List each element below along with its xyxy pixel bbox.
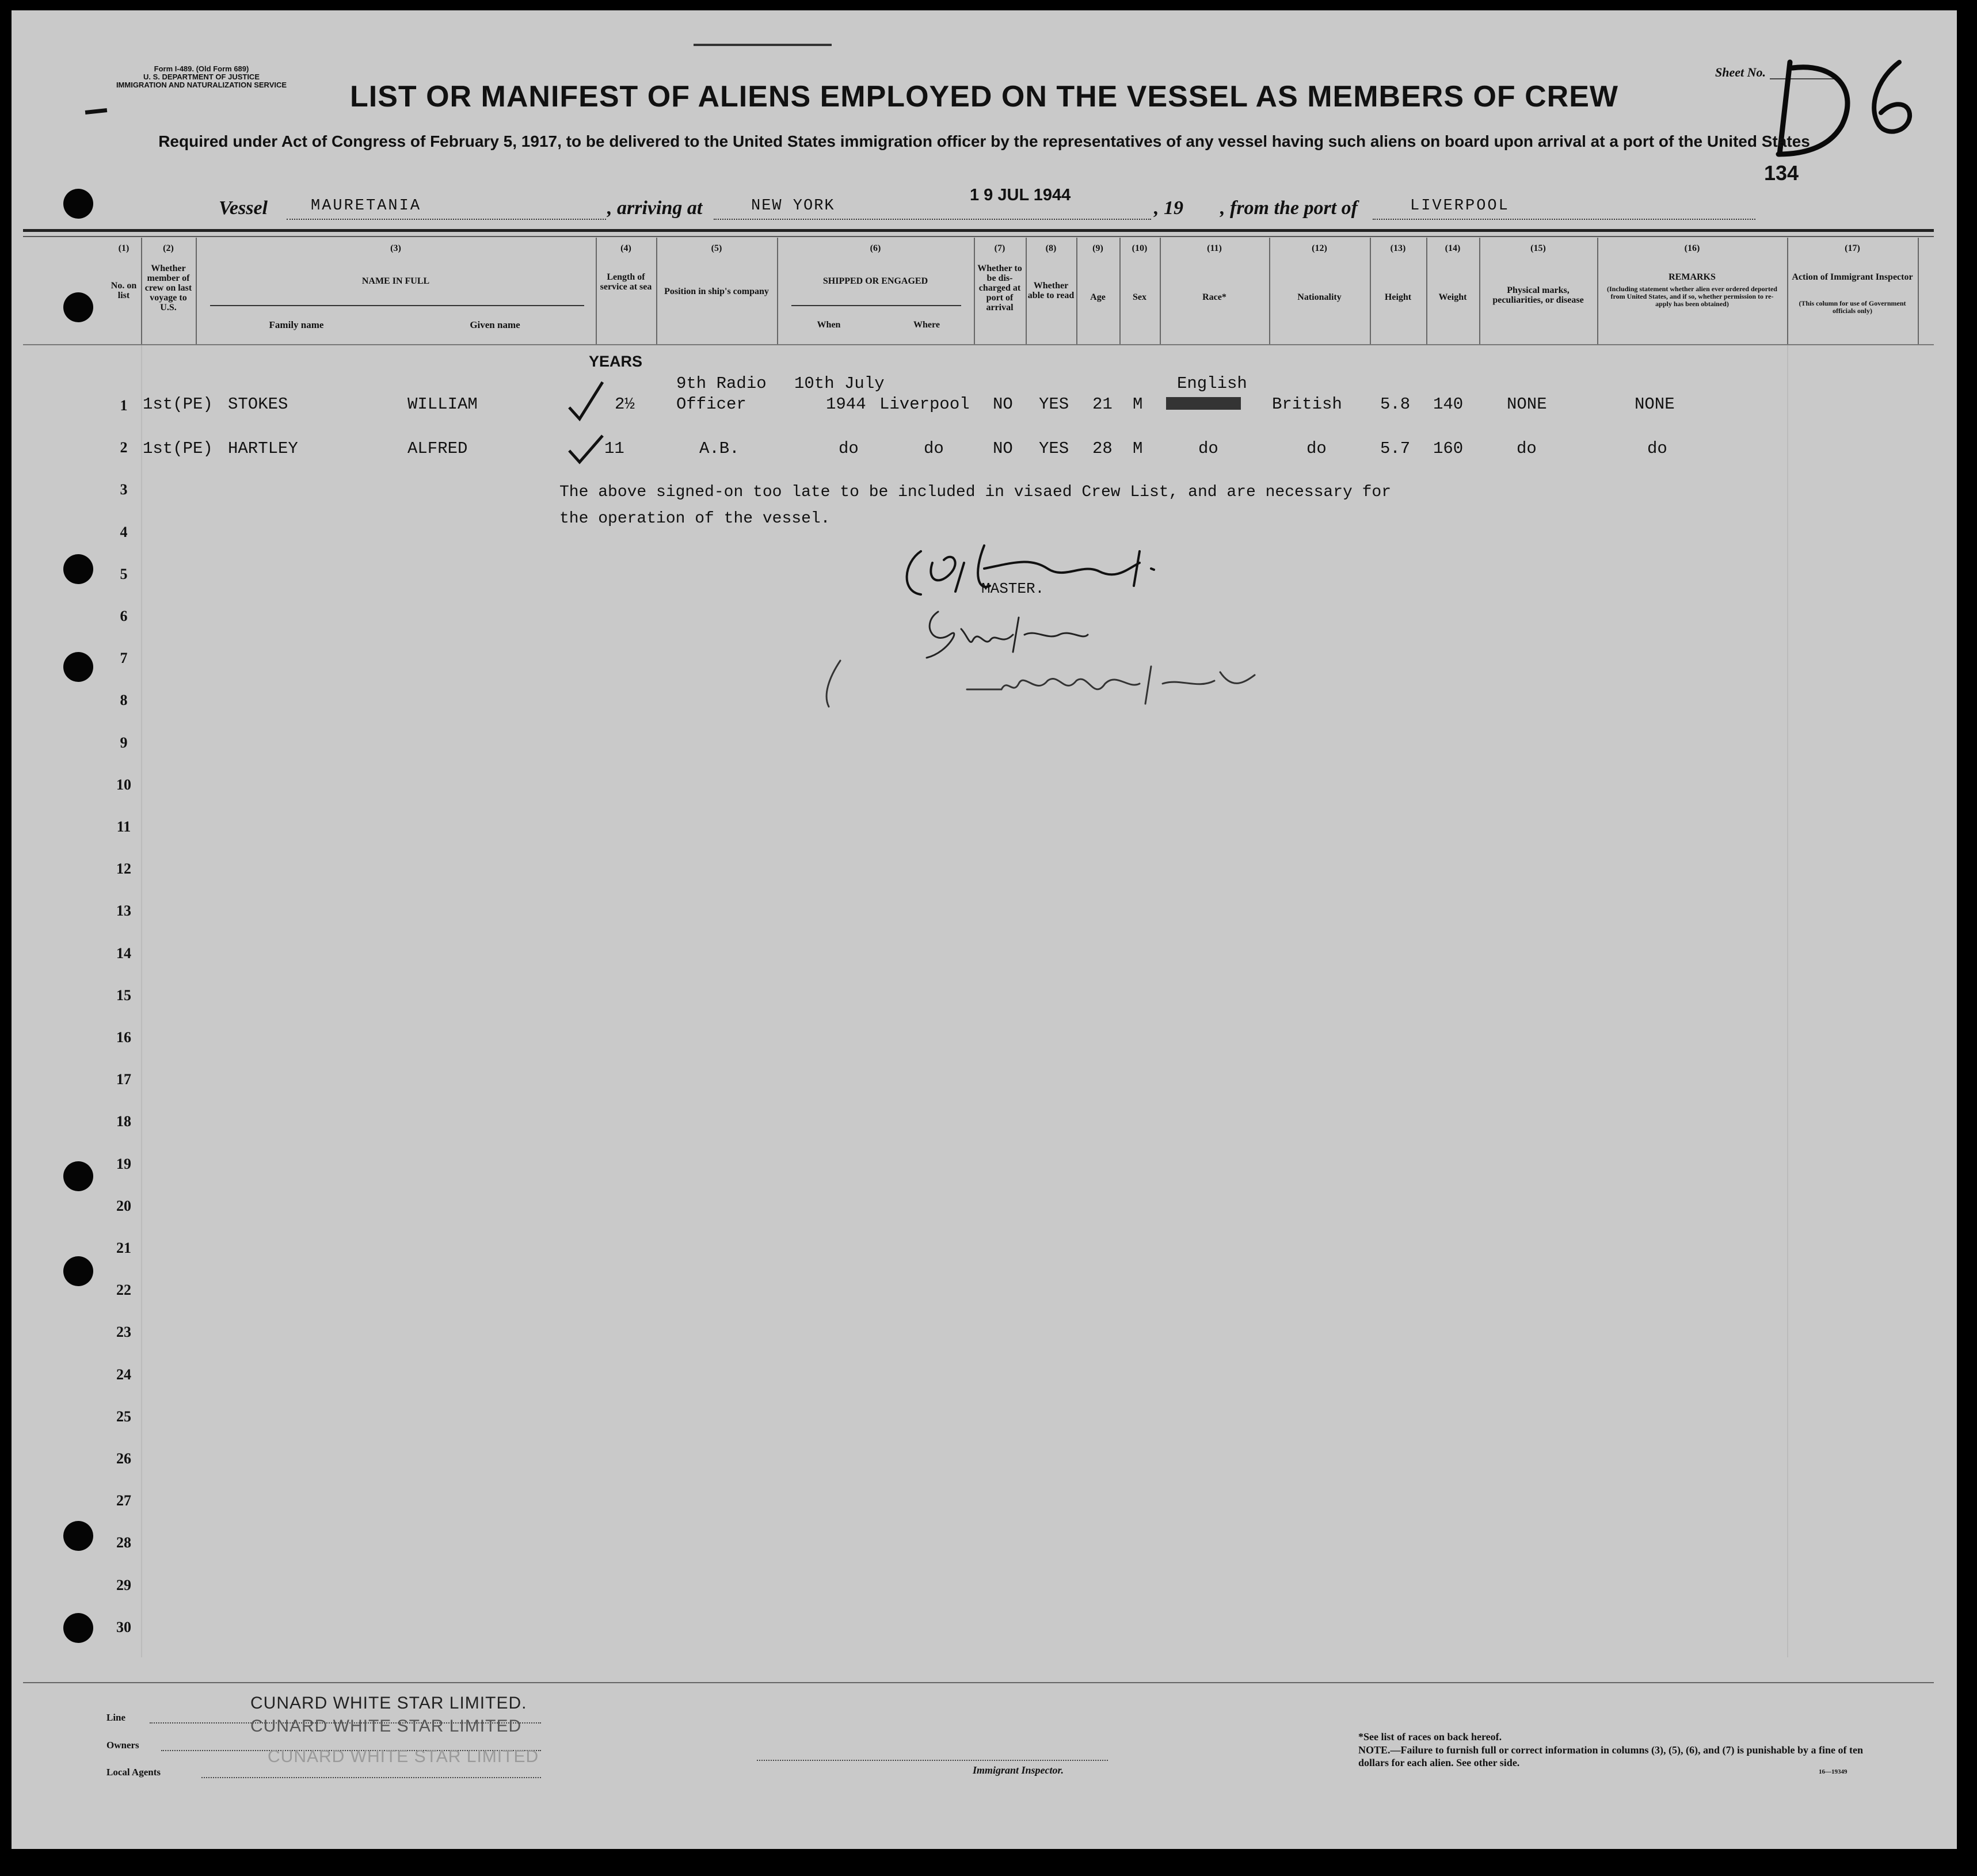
- col-number: (14): [1445, 243, 1461, 253]
- cell-weight: 160: [1433, 439, 1464, 458]
- col-number: (17): [1845, 243, 1860, 253]
- page-number: 134: [1764, 161, 1799, 185]
- row-number: 21: [116, 1240, 131, 1256]
- cell-length-of-service: 11: [604, 439, 624, 458]
- body-separator: [1787, 345, 1788, 1657]
- checkmark-icon: [567, 433, 607, 465]
- col-number: (9): [1092, 243, 1103, 253]
- agents-stamp: CUNARD WHITE STAR LIMITED: [268, 1747, 539, 1766]
- cell-height: 5.8: [1380, 395, 1411, 414]
- punch-hole: [63, 652, 93, 682]
- cell-sex: M: [1133, 395, 1143, 414]
- row-number: 7: [120, 650, 128, 667]
- col-number: (8): [1045, 243, 1057, 253]
- race-footnote: *See list of races on back hereof.: [1358, 1731, 1502, 1742]
- row-number: 1: [120, 397, 128, 414]
- cell-race: English: [1177, 374, 1247, 393]
- row-number: 28: [116, 1534, 131, 1551]
- row-number: 22: [116, 1282, 131, 1299]
- col-number: (11): [1207, 243, 1222, 253]
- punch-hole: [63, 554, 93, 584]
- cell-weight: 140: [1433, 395, 1464, 414]
- cell-physical-marks: NONE: [1507, 395, 1547, 414]
- arrival-port: NEW YORK: [751, 197, 835, 215]
- from-port-line: [1373, 219, 1755, 220]
- line-stamp: CUNARD WHITE STAR LIMITED.: [250, 1694, 527, 1713]
- row-number: 3: [120, 481, 128, 498]
- struck-out-text: [1166, 397, 1241, 410]
- col-subheader-when: When: [817, 320, 841, 330]
- arriving-at-label: , arriving at: [607, 197, 703, 219]
- col-number: (15): [1530, 243, 1546, 253]
- col-header-age: Age: [1090, 292, 1106, 302]
- line-label: Line: [106, 1712, 126, 1723]
- cell-nationality: British: [1272, 395, 1342, 414]
- header-bottom-rule: [23, 344, 1934, 345]
- col-number: (2): [163, 243, 174, 253]
- year-label: , 19: [1154, 197, 1183, 219]
- col-header-height: Height: [1384, 292, 1412, 302]
- row-number: 13: [116, 902, 131, 920]
- col-number: (4): [620, 243, 631, 253]
- cell-remarks: do: [1647, 439, 1667, 458]
- punch-hole: [63, 1613, 93, 1643]
- col-header-able-to-read: Whether able to read: [1027, 281, 1075, 300]
- owners-stamp: CUNARD WHITE STAR LIMITED: [250, 1717, 522, 1736]
- col-header-position: Position in ship's company: [664, 287, 769, 296]
- department-name: U. S. DEPARTMENT OF JUSTICE: [143, 73, 260, 81]
- cell-given-name: WILLIAM: [407, 395, 478, 414]
- cell-race: do: [1198, 439, 1218, 458]
- owners-label: Owners: [106, 1740, 139, 1751]
- master-label: MASTER.: [981, 580, 1045, 597]
- row-number: 16: [116, 1029, 131, 1046]
- col-header-weight: Weight: [1438, 292, 1467, 302]
- col-subheader-family-name: Family name: [269, 319, 324, 330]
- typed-note-line2: the operation of the vessel.: [559, 510, 831, 528]
- form-number: Form I-489. (Old Form 689): [154, 64, 249, 73]
- inspector-field-line: [757, 1760, 1108, 1761]
- row-number: 15: [116, 986, 131, 1004]
- col-number: (3): [390, 243, 401, 253]
- row-number: 12: [116, 860, 131, 878]
- cell-length-of-service: 2½: [615, 395, 635, 414]
- col-header-nationality: Nationality: [1297, 292, 1342, 302]
- cell-discharged: NO: [993, 439, 1013, 458]
- service-name: IMMIGRATION AND NATURALIZATION SERVICE: [116, 81, 287, 89]
- col-number: (10): [1132, 243, 1148, 253]
- col-header-race: Race*: [1202, 292, 1226, 302]
- row-number: 19: [116, 1155, 131, 1172]
- col-header-physical-marks: Physical marks, peculiarities, or disease: [1492, 285, 1584, 305]
- cell-sex: M: [1133, 439, 1143, 458]
- immigrant-inspector-signature: [817, 649, 1266, 712]
- row-number: 26: [116, 1450, 131, 1467]
- col-number: (16): [1684, 243, 1700, 253]
- cell-family-name: HARTLEY: [228, 439, 298, 458]
- cell-position-line2: Officer: [676, 395, 746, 414]
- cell-position: A.B.: [699, 439, 740, 458]
- row-number: 20: [116, 1197, 131, 1214]
- cell-position-line1: 9th Radio: [676, 374, 767, 393]
- col-header-no-on-list: No. on list: [111, 281, 137, 300]
- col-header-length-of-service: Length of service at sea: [600, 272, 652, 292]
- checkmark-icon: [567, 379, 607, 425]
- arrival-date-stamp: 1 9 JUL 1944: [970, 186, 1071, 204]
- vessel-name: MAURETANIA: [311, 197, 422, 215]
- document-title: LIST OR MANIFEST OF ALIENS EMPLOYED ON THE VESSEL AS MEMBERS OF CREW: [350, 80, 1618, 113]
- row-number: 23: [116, 1324, 131, 1341]
- row-number: 2: [120, 439, 128, 456]
- row-number: 17: [116, 1071, 131, 1088]
- col-number: (5): [711, 243, 722, 253]
- arriving-line: [714, 219, 1151, 220]
- sheet-no-label: Sheet No.: [1715, 65, 1766, 79]
- col-header-prior-voyage: Whether member of crew on last voyage to U.S.: [144, 264, 192, 312]
- punch-hole: [63, 189, 93, 219]
- col-header-remarks-note: (Including statement whether alien ever ordered deported from United States, and if so, whether permission to re-apply has been obtained): [1607, 285, 1777, 308]
- row-number: 27: [116, 1492, 131, 1509]
- cell-family-name: STOKES: [228, 395, 288, 414]
- cell-able-to-read: YES: [1039, 439, 1069, 458]
- from-port-label: , from the port of: [1220, 197, 1358, 219]
- row-number: 24: [116, 1366, 131, 1383]
- cell-when: do: [839, 439, 859, 458]
- cell-age: 28: [1092, 439, 1113, 458]
- name-header-rule: [210, 305, 584, 306]
- vessel-line: [287, 219, 606, 220]
- cell-where: Liverpool: [879, 395, 970, 414]
- col-number: (1): [118, 243, 129, 253]
- row-number: 9: [120, 734, 128, 751]
- col-header-action-of-inspector: Action of Immigrant Inspector: [1792, 272, 1913, 282]
- vessel-label: Vessel: [219, 197, 268, 219]
- col-header-shipped-or-engaged: SHIPPED OR ENGAGED: [822, 276, 928, 286]
- row-number: 11: [116, 818, 131, 835]
- cell-when-line2: 1944: [826, 395, 866, 414]
- header-top-rule: [23, 229, 1934, 232]
- col-header-name-in-full: NAME IN FULL: [361, 276, 430, 286]
- punch-hole: [63, 1256, 93, 1286]
- agents-field-line: [201, 1777, 541, 1778]
- col-subheader-where: Where: [913, 320, 940, 330]
- manifest-sheet: [12, 10, 1957, 1849]
- ink-mark: [694, 44, 832, 46]
- punch-hole: [63, 1161, 93, 1191]
- typed-note-line1: The above signed-on too late to be included in visaed Crew List, and are necessary for: [559, 483, 1392, 501]
- footer-rule: [23, 1682, 1934, 1683]
- document-subtitle: Required under Act of Congress of February 5, 1917, to be delivered to the United States immigration officer by the representatives of any vessel having such aliens on board upon arrival at a port of the United States: [158, 132, 1810, 150]
- row-number: 14: [116, 944, 131, 962]
- col-header-sex: Sex: [1133, 292, 1146, 302]
- col-number: (13): [1390, 243, 1406, 253]
- immigrant-inspector-label: Immigrant Inspector.: [973, 1764, 1064, 1776]
- row-number: 18: [116, 1113, 131, 1130]
- row-number: 6: [120, 608, 128, 624]
- cell-physical-marks: do: [1517, 439, 1537, 458]
- cell-height: 5.7: [1380, 439, 1411, 458]
- body-separator: [141, 345, 142, 1657]
- departure-port: LIVERPOOL: [1410, 197, 1510, 215]
- cell-discharged: NO: [993, 395, 1013, 414]
- header-rule: [23, 236, 1934, 237]
- col-number: (7): [994, 243, 1005, 253]
- col-subheader-given-name: Given name: [470, 319, 520, 330]
- col-number: (12): [1312, 243, 1327, 253]
- row-number: 30: [116, 1618, 131, 1635]
- cell-prior-voyage: 1st(PE): [143, 439, 213, 458]
- col-header-remarks: REMARKS: [1669, 272, 1716, 282]
- local-agents-label: Local Agents: [106, 1767, 161, 1778]
- cell-able-to-read: YES: [1039, 395, 1069, 414]
- print-code: 16—19349: [1819, 1768, 1848, 1775]
- cell-given-name: ALFRED: [407, 439, 468, 458]
- shipped-header-rule: [791, 305, 961, 306]
- row-number: 5: [120, 565, 128, 582]
- row-number: 4: [120, 523, 128, 540]
- punch-hole: [63, 1521, 93, 1551]
- row-number: 8: [120, 692, 128, 709]
- col-header-inspector-note: (This column for use of Government officials only): [1799, 299, 1906, 315]
- cell-prior-voyage: 1st(PE): [143, 395, 213, 414]
- penalty-note: NOTE.—Failure to furnish full or correct information in columns (3), (5), (6), and (7) is punishable by a fine of ten dollars for each alien. See other side.: [1358, 1744, 1864, 1768]
- cell-when-line1: 10th July: [794, 374, 885, 393]
- col-number: (6): [870, 243, 881, 253]
- cell-nationality: do: [1306, 439, 1327, 458]
- col-header-discharged: Whether to be dis-charged at port of arrival: [977, 264, 1022, 312]
- row-number: 29: [116, 1576, 131, 1593]
- cell-service-unit: YEARS: [589, 353, 643, 370]
- row-number: 10: [116, 776, 131, 793]
- punch-hole: [63, 292, 93, 322]
- cell-age: 21: [1092, 395, 1113, 414]
- cell-where: do: [924, 439, 944, 458]
- row-number: 25: [116, 1408, 131, 1425]
- cell-remarks: NONE: [1635, 395, 1675, 414]
